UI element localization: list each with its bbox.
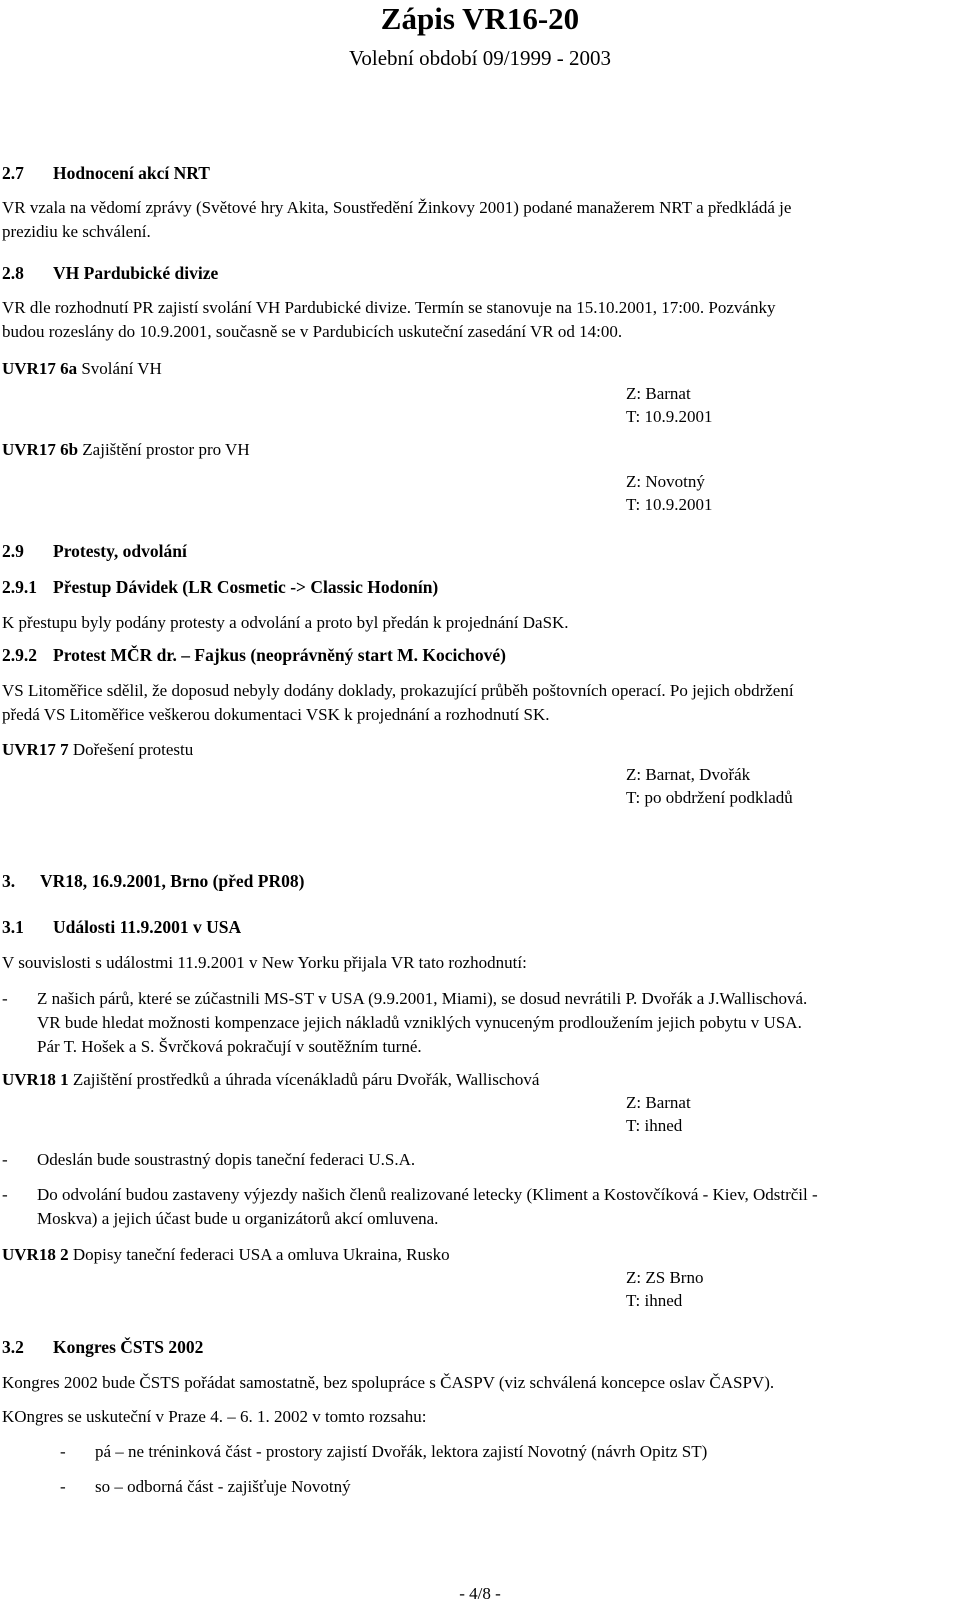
section-number: 2.8 — [2, 263, 24, 283]
page-subtitle: Volební období 09/1999 - 2003 — [348, 46, 612, 70]
resolution-text: Dořešení protestu — [68, 740, 194, 759]
bullet-2-text: Odeslán bude soustrastný dopis taneční federaci U.S.A. — [37, 1150, 416, 1169]
kongres-bullet-2: so – odborná část - zajišťuje Novotný — [95, 1477, 351, 1496]
resolution-code: UVR18 2 — [2, 1245, 69, 1264]
section-title: VR18, 16.9.2001, Brno (před PR08) — [40, 871, 305, 891]
responsible-person: Z: ZS Brno — [626, 1268, 704, 1287]
page-title: Zápis VR16-20 — [380, 1, 580, 36]
responsible-person: Z: Barnat, Dvořák — [626, 765, 751, 784]
section-2-8-heading — [2, 263, 218, 284]
section-title: Protest MČR dr. – Fajkus (neoprávněný start M. Kocichové) — [53, 645, 507, 665]
section-3-1-intro: V souvislosti s událostmi 11.9.2001 v New Yorku přijala VR tato rozhodnutí: — [2, 953, 527, 972]
section-2-9-2-text-line2: předá VS Litoměřice veškerou dokumentaci VSK k projednání a rozhodnutí SK. — [2, 705, 550, 724]
section-number: 3.2 — [2, 1337, 24, 1357]
section-title: Kongres ČSTS 2002 — [53, 1337, 204, 1357]
section-2-7-text-line1: VR vzala na vědomí zprávy (Světové hry Akita, Soustředění Žinkovy 2001) podané manažerem NRT a předkládá je — [2, 198, 792, 217]
section-3-2-text-line1: Kongres 2002 bude ČSTS pořádat samostatně, bez spolupráce s ČASPV (viz schválená koncepce oslav ČASPV). — [2, 1373, 775, 1392]
section-title: Protesty, odvolání — [53, 541, 187, 561]
section-title: Přestup Dávidek (LR Cosmetic -> Classic Hodonín) — [53, 577, 439, 597]
section-title: VH Pardubické divize — [53, 263, 219, 283]
section-title: Hodnocení akcí NRT — [53, 163, 210, 183]
responsible-person: Z: Novotný — [626, 472, 705, 491]
resolution-uvr18-1 — [2, 1070, 539, 1090]
section-3-1-heading — [2, 917, 241, 938]
bullet-3-line2: Moskva) a jejich účast bude u organizátorů akcí omluvena. — [37, 1209, 439, 1228]
deadline: T: ihned — [626, 1116, 683, 1135]
section-2-9-1-text: K přestupu byly podány protesty a odvolání a proto byl předán k projednání DaSK. — [2, 613, 569, 632]
section-2-7-heading — [2, 163, 210, 184]
resolution-text: Svolání VH — [77, 359, 162, 378]
section-number: 2.7 — [2, 163, 24, 183]
resolution-uvr18-2 — [2, 1245, 450, 1265]
section-2-7-text-line2: prezidiu ke schválení. — [2, 222, 151, 241]
section-2-8-text-line1: VR dle rozhodnutí PR zajistí svolání VH Pardubické divize. Termín se stanovuje na 15.10.2001, 17:00. Pozvánky — [2, 298, 776, 317]
section-2-8-text-line2: budou rozeslány do 10.9.2001, současně se v Pardubicích uskuteční zasedání VR od 14:00. — [2, 322, 623, 341]
bullet-dash: - — [60, 1442, 66, 1461]
resolution-text: Dopisy taneční federaci USA a omluva Ukraina, Rusko — [68, 1245, 450, 1264]
bullet-1-line2: VR bude hledat možnosti kompenzace jejich nákladů vzniklých vynuceným prodloužením jejich pobytu v USA. — [37, 1013, 802, 1032]
bullet-1-line1: Z našich párů, které se zúčastnili MS-ST v USA (9.9.2001, Miami), se dosud nevrátili P. Dvořák a J.Wallischová. — [37, 989, 808, 1008]
responsible-person: Z: Barnat — [626, 384, 691, 403]
responsible-person: Z: Barnat — [626, 1093, 691, 1112]
bullet-dash: - — [60, 1477, 66, 1496]
bullet-dash: - — [2, 1185, 8, 1204]
resolution-code: UVR17 6b — [2, 440, 79, 459]
section-number: 2.9.2 — [2, 645, 37, 665]
section-2-9-1-heading — [2, 577, 438, 598]
deadline: T: po obdržení podkladů — [626, 788, 793, 807]
bullet-dash: - — [2, 1150, 8, 1169]
deadline: T: ihned — [626, 1291, 683, 1310]
resolution-uvr17-6a — [2, 359, 162, 379]
resolution-code: UVR17 6a — [2, 359, 78, 378]
resolution-uvr17-7 — [2, 740, 193, 760]
deadline: T: 10.9.2001 — [626, 495, 713, 514]
resolution-text: Zajištění prostor pro VH — [78, 440, 250, 459]
section-3-heading — [2, 871, 304, 892]
section-2-9-2-text-line1: VS Litoměřice sdělil, že doposud nebyly dodány doklady, prokazující průběh poštovních operací. Po jejich obdržení — [2, 681, 794, 700]
resolution-code: UVR17 7 — [2, 740, 69, 759]
section-2-9-2-heading — [2, 645, 506, 666]
deadline: T: 10.9.2001 — [626, 407, 713, 426]
section-3-2-heading — [2, 1337, 203, 1358]
bullet-dash: - — [2, 989, 8, 1008]
section-number: 3.1 — [2, 917, 24, 937]
section-title: Události 11.9.2001 v USA — [53, 917, 242, 937]
section-number: 3. — [2, 871, 16, 891]
resolution-uvr17-6b — [2, 440, 250, 460]
section-number: 2.9.1 — [2, 577, 37, 597]
section-2-9-heading — [2, 541, 187, 562]
section-number: 2.9 — [2, 541, 24, 561]
bullet-1-line3: Pár T. Hošek a S. Švrčková pokračují v soutěžním turné. — [37, 1037, 422, 1056]
page-number: - 4/8 - — [459, 1584, 501, 1603]
resolution-text: Zajištění prostředků a úhrada vícenákladů páru Dvořák, Wallischová — [68, 1070, 540, 1089]
kongres-bullet-1: pá – ne tréninková část - prostory zajistí Dvořák, lektora zajistí Novotný (návrh Opitz ST) — [95, 1442, 708, 1461]
resolution-code: UVR18 1 — [2, 1070, 69, 1089]
bullet-3-line1: Do odvolání budou zastaveny výjezdy našich členů realizované letecky (Kliment a Kostovčíková - Kiev, Odstrčil - — [37, 1185, 818, 1204]
section-3-2-text-line2: KOngres se uskuteční v Praze 4. – 6. 1. 2002 v tomto rozsahu: — [2, 1407, 427, 1426]
